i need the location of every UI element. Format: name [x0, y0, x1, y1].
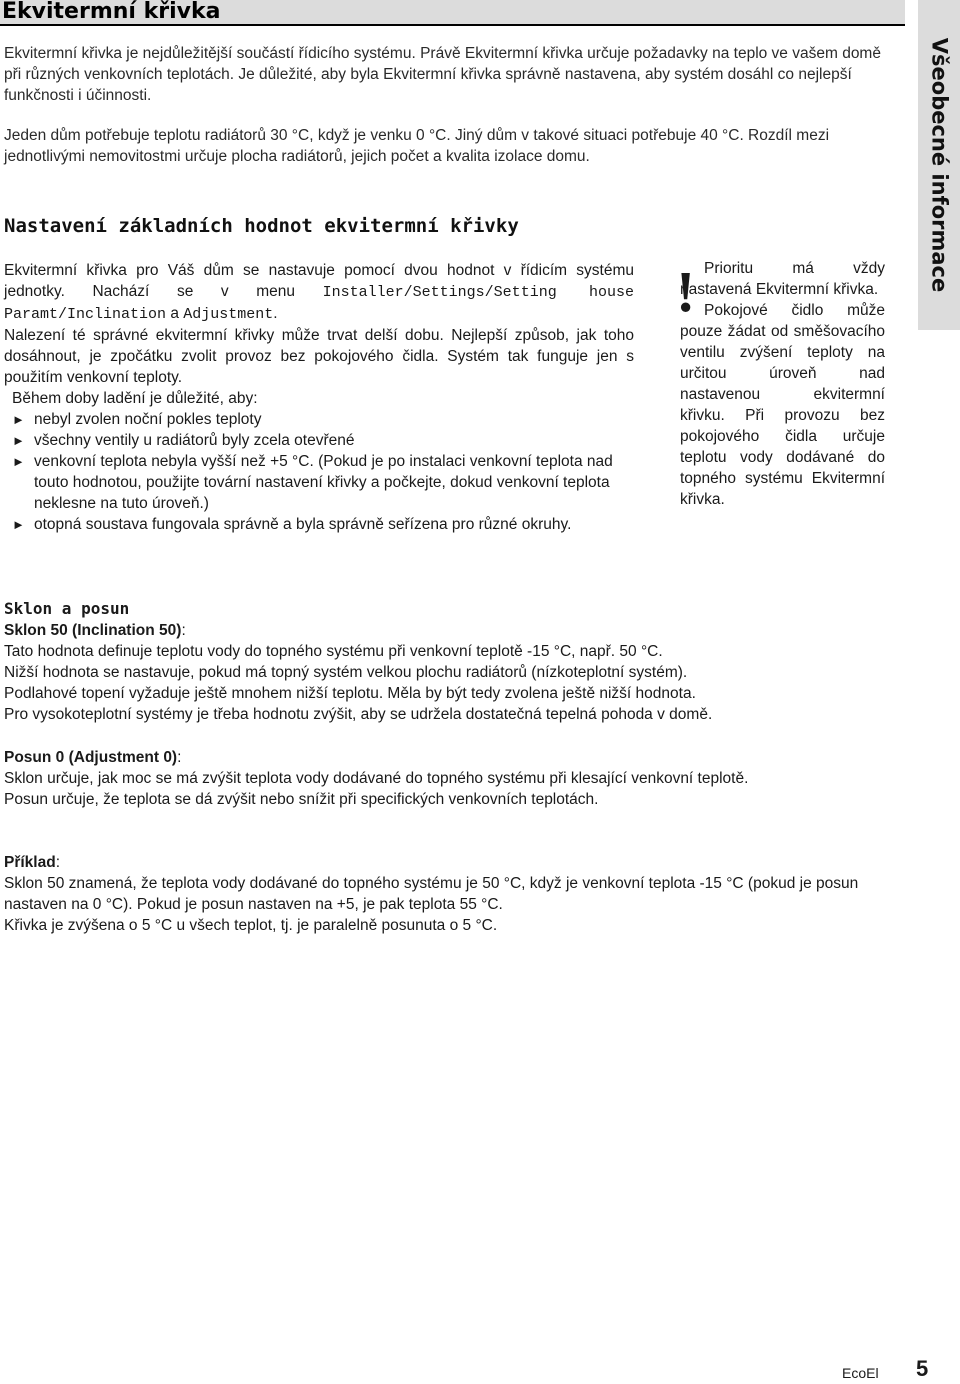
arrow-bullet-icon: ►: [12, 517, 25, 532]
footer-brand: EcoEl: [842, 1365, 879, 1381]
colon: :: [177, 749, 182, 766]
colon: :: [55, 854, 61, 871]
settings-section: [4, 260, 634, 535]
inclination-label: Sklon 50 (Inclination 50): [4, 622, 182, 639]
page-number: 5: [916, 1356, 929, 1381]
colon: :: [181, 622, 186, 639]
intro-section: [4, 43, 894, 167]
example-heading: [4, 852, 904, 873]
example-line: Sklon 50 znamená, že teplota vody dodávané do topného systému je 50 °C, když je venkovní teplota -15 °C (pokud je posun nastaven na 0 °C). Pokud je posun nastaven na +5, je pak teplota 55 °C.: [4, 875, 859, 913]
list-item: [4, 430, 634, 451]
note-text-1: Prioritu má vždy nastavená Ekvitermní křivka.: [680, 260, 885, 298]
section-side-tab: [918, 0, 960, 330]
adjustment-label: Posun 0 (Adjustment 0): [4, 749, 178, 766]
exclamation-icon: !: [676, 259, 696, 324]
example-label: Příklad: [4, 854, 56, 871]
section-heading-wrap: [4, 216, 519, 237]
arrow-bullet-icon: ►: [12, 433, 25, 448]
inclination-line: Tato hodnota definuje teplotu vody do topného systému při venkovní teplotě -15 °C, např. 50 °C.: [4, 643, 663, 660]
menu-path: Installer/Settings/Setting house Paramt/Inclination: [4, 284, 634, 323]
intro-paragraph-1: Ekvitermní křivka je nejdůležitější součástí řídicího systému. Právě Ekvitermní křivka určuje požadavky na teplo ve vašem domě při různých venkovních teplotách. Je důležité, aby byla Ekvitermní křivka správně nastavena, aby systém dosáhl co nejlepší funkčnosti i účinnosti.: [4, 45, 881, 104]
adjustment-section: [4, 747, 904, 810]
inclination-line: Pro vysokoteplotní systémy je třeba hodnotu zvýšit, aby se udržela dostatečná tepelná pohoda v domě.: [4, 706, 713, 723]
inclination-subheading: [4, 620, 904, 641]
inclination-section: [4, 598, 904, 725]
adjustment-line: Sklon určuje, jak moc se má zvýšit teplota vody dodávané do topného systému při klesající venkovní teplotě.: [4, 770, 749, 787]
example-section: [4, 852, 904, 936]
settings-paragraph-1: [4, 260, 634, 325]
note-text-2: Pokojové čidlo může pouze žádat od směšovacího ventilu zvýšení teploty na určitou úroveň nad nastavenou ekvitermní křivku. Při provozu bez pokojového čidla určuje teplotu vody dodávané do topného systému Ekvitermní křivka.: [680, 302, 885, 508]
arrow-bullet-icon: ►: [12, 412, 25, 427]
and-text: a: [166, 305, 184, 322]
list-item-text: nebyl zvolen noční pokles teploty: [34, 411, 262, 428]
tuning-intro: Během doby ladění je důležité, aby:: [12, 390, 258, 407]
inclination-heading: Sklon a posun: [4, 599, 130, 618]
page-title: Ekvitermní křivka: [2, 0, 221, 24]
intro-paragraph-2: Jeden dům potřebuje teplotu radiátorů 30 °C, když je venku 0 °C. Jiný dům v takové situaci potřebuje 40 °C. Rozdíl mezi jednotlivými nemovitostmi určuje plocha radiátorů, jejich počet a kvalita izolace domu.: [4, 127, 830, 165]
section-heading: Nastavení základních hodnot ekvitermní křivky: [4, 215, 519, 237]
list-item: [4, 409, 634, 430]
side-tab-label: Všeobecné informace: [927, 37, 952, 293]
inclination-line: Nižší hodnota se nastavuje, pokud má topný systém velkou plochu radiátorů (nízkoteplotní systém).: [4, 664, 688, 681]
adjustment-subheading: [4, 747, 904, 768]
arrow-bullet-icon: ►: [12, 454, 25, 469]
list-item-text: všechny ventily u radiátorů byly zcela otevřené: [34, 432, 355, 449]
period: .: [273, 305, 278, 322]
page-title-bar: [0, 0, 905, 26]
list-item-text: venkovní teplota nebyla vyšší než +5 °C. (Pokud je po instalaci venkovní teplota nad touto hodnotou, použijte tovární nastavení křivky a počkejte, dokud venkovní teplota neklesne na tuto úroveň.): [34, 453, 613, 512]
example-line: Křivka je zvýšena o 5 °C u všech teplot, tj. je paralelně posunuta o 5 °C.: [4, 917, 498, 934]
inclination-line: Podlahové topení vyžaduje ještě mnohem nižší teplotu. Měla by být tedy zvolena ještě nižší hodnota.: [4, 685, 696, 702]
list-item-text: otopná soustava fungovala správně a byla správně seřízena pro různé okruhy.: [34, 516, 572, 533]
tuning-list: [4, 409, 634, 535]
menu-item-adjustment: Adjustment: [183, 306, 274, 323]
list-item: [4, 451, 634, 514]
settings-paragraph-2: Nalezení té správné ekvitermní křivky může trvat delší dobu. Nejlepší způsob, jak toho dosáhnout, je zpočátku zvolit provoz bez pokojového čidla. Systém tak funguje jen s použitím venkovní teploty.: [4, 327, 634, 386]
adjustment-line: Posun určuje, že teplota se dá zvýšit nebo snížit při specifických venkovních teplotách.: [4, 791, 599, 808]
warning-note: [676, 258, 885, 510]
list-item: [4, 514, 634, 535]
settings-text: Ekvitermní křivka pro Váš dům se nastavuje pomocí dvou hodnot v řídicím systému jednotky. Nachází se v menu: [4, 262, 634, 300]
